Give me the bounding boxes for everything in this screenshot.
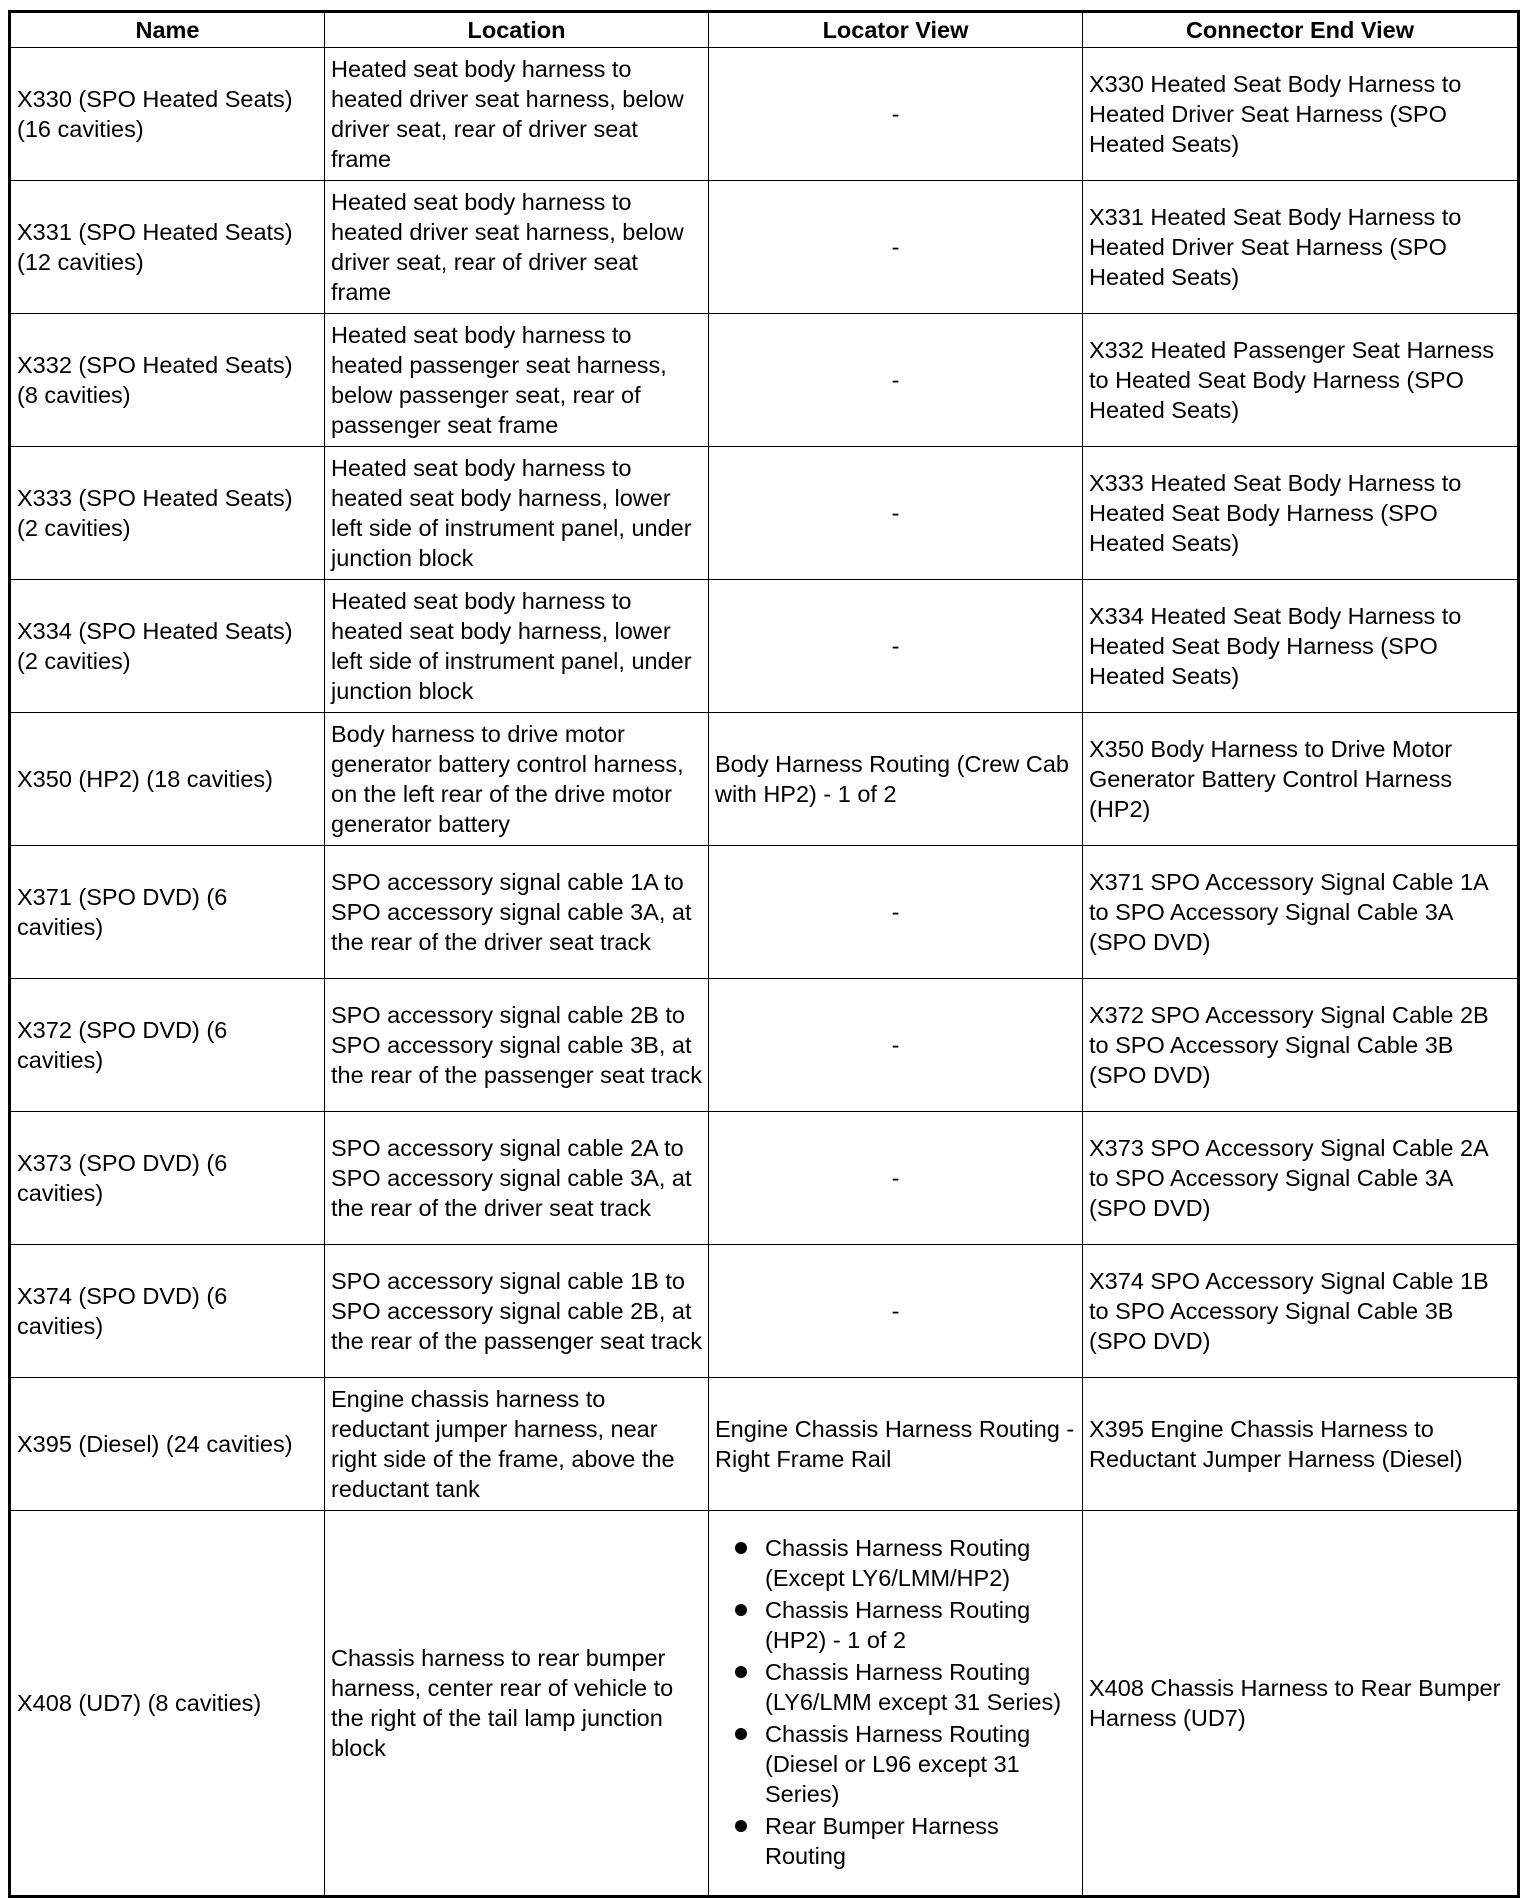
cell-connector-end-view: X373 SPO Accessory Signal Cable 2A to SPO Accessory Signal Cable 3A (SPO DVD) bbox=[1083, 1112, 1519, 1245]
locator-link-text: Chassis Harness Routing (HP2) - 1 of 2 bbox=[765, 1597, 1031, 1653]
table-row bbox=[10, 48, 1519, 181]
cell-connector-end-view: X331 Heated Seat Body Harness to Heated Driver Seat Harness (SPO Heated Seats) bbox=[1083, 181, 1519, 314]
cell-location: SPO accessory signal cable 1B to SPO accessory signal cable 2B, at the rear of the passenger seat track bbox=[325, 1245, 709, 1378]
list-item bbox=[765, 1595, 1076, 1655]
cell-locator-view: - bbox=[709, 181, 1083, 314]
cell-connector-end-view: X350 Body Harness to Drive Motor Generator Battery Control Harness (HP2) bbox=[1083, 713, 1519, 846]
header-connector-end-view: Connector End View bbox=[1083, 12, 1519, 48]
locator-link-text: Chassis Harness Routing (LY6/LMM except 31 Series) bbox=[765, 1659, 1062, 1715]
header-location: Location bbox=[325, 12, 709, 48]
cell-locator-view: - bbox=[709, 447, 1083, 580]
list-item bbox=[765, 1533, 1076, 1593]
cell-location: Heated seat body harness to heated seat body harness, lower left side of instrument panel, under junction block bbox=[325, 447, 709, 580]
cell-location: Chassis harness to rear bumper harness, center rear of vehicle to the right of the tail lamp junction block bbox=[325, 1511, 709, 1897]
cell-location: Engine chassis harness to reductant jumper harness, near right side of the frame, above the reductant tank bbox=[325, 1378, 709, 1511]
table-header-row bbox=[10, 12, 1519, 48]
cell-locator-view: - bbox=[709, 48, 1083, 181]
cell-locator-view: - bbox=[709, 979, 1083, 1112]
cell-connector-end-view: X408 Chassis Harness to Rear Bumper Harness (UD7) bbox=[1083, 1511, 1519, 1897]
cell-connector-end-view: X395 Engine Chassis Harness to Reductant Jumper Harness (Diesel) bbox=[1083, 1378, 1519, 1511]
cell-name: X374 (SPO DVD) (6 cavities) bbox=[10, 1245, 325, 1378]
locator-view-list bbox=[715, 1533, 1076, 1871]
cell-connector-end-view: X330 Heated Seat Body Harness to Heated Driver Seat Harness (SPO Heated Seats) bbox=[1083, 48, 1519, 181]
cell-connector-end-view: X333 Heated Seat Body Harness to Heated Seat Body Harness (SPO Heated Seats) bbox=[1083, 447, 1519, 580]
cell-name: X372 (SPO DVD) (6 cavities) bbox=[10, 979, 325, 1112]
cell-locator-view: - bbox=[709, 846, 1083, 979]
table-row bbox=[10, 1378, 1519, 1511]
table-row bbox=[10, 1245, 1519, 1378]
cell-locator-view: - bbox=[709, 1245, 1083, 1378]
bullet-icon bbox=[735, 1728, 747, 1740]
cell-location: Heated seat body harness to heated driver seat harness, below driver seat, rear of driver seat frame bbox=[325, 181, 709, 314]
cell-location: Heated seat body harness to heated passenger seat harness, below passenger seat, rear of passenger seat frame bbox=[325, 314, 709, 447]
bullet-icon bbox=[735, 1604, 747, 1616]
table-row bbox=[10, 1511, 1519, 1897]
locator-link-text: Chassis Harness Routing (Except LY6/LMM/HP2) bbox=[765, 1535, 1031, 1591]
locator-link-text: Rear Bumper Harness Routing bbox=[765, 1813, 999, 1869]
bullet-icon bbox=[735, 1666, 747, 1678]
bullet-icon bbox=[735, 1542, 747, 1554]
cell-name: X333 (SPO Heated Seats) (2 cavities) bbox=[10, 447, 325, 580]
cell-name: X371 (SPO DVD) (6 cavities) bbox=[10, 846, 325, 979]
cell-connector-end-view: X372 SPO Accessory Signal Cable 2B to SPO Accessory Signal Cable 3B (SPO DVD) bbox=[1083, 979, 1519, 1112]
locator-link-text: Chassis Harness Routing (Diesel or L96 except 31 Series) bbox=[765, 1721, 1031, 1807]
cell-name: X350 (HP2) (18 cavities) bbox=[10, 713, 325, 846]
table-row bbox=[10, 181, 1519, 314]
bullet-icon bbox=[735, 1820, 747, 1832]
cell-name: X334 (SPO Heated Seats) (2 cavities) bbox=[10, 580, 325, 713]
table-row bbox=[10, 846, 1519, 979]
list-item bbox=[765, 1657, 1076, 1717]
cell-connector-end-view: X371 SPO Accessory Signal Cable 1A to SPO Accessory Signal Cable 3A (SPO DVD) bbox=[1083, 846, 1519, 979]
cell-name: X395 (Diesel) (24 cavities) bbox=[10, 1378, 325, 1511]
cell-name: X332 (SPO Heated Seats) (8 cavities) bbox=[10, 314, 325, 447]
cell-locator-view: - bbox=[709, 1112, 1083, 1245]
cell-name: X408 (UD7) (8 cavities) bbox=[10, 1511, 325, 1897]
cell-location: Body harness to drive motor generator battery control harness, on the left rear of the drive motor generator battery bbox=[325, 713, 709, 846]
list-item bbox=[765, 1811, 1076, 1871]
table-row bbox=[10, 314, 1519, 447]
cell-name: X331 (SPO Heated Seats) (12 cavities) bbox=[10, 181, 325, 314]
cell-location: SPO accessory signal cable 2A to SPO accessory signal cable 3A, at the rear of the driver seat track bbox=[325, 1112, 709, 1245]
header-locator-view: Locator View bbox=[709, 12, 1083, 48]
table-row bbox=[10, 1112, 1519, 1245]
cell-location: Heated seat body harness to heated seat body harness, lower left side of instrument panel, under junction block bbox=[325, 580, 709, 713]
cell-connector-end-view: X374 SPO Accessory Signal Cable 1B to SPO Accessory Signal Cable 3B (SPO DVD) bbox=[1083, 1245, 1519, 1378]
cell-locator-view: Engine Chassis Harness Routing - Right Frame Rail bbox=[709, 1378, 1083, 1511]
cell-location: SPO accessory signal cable 1A to SPO accessory signal cable 3A, at the rear of the driver seat track bbox=[325, 846, 709, 979]
cell-locator-view bbox=[709, 1511, 1083, 1897]
table-row bbox=[10, 979, 1519, 1112]
cell-location: Heated seat body harness to heated driver seat harness, below driver seat, rear of driver seat frame bbox=[325, 48, 709, 181]
header-name: Name bbox=[10, 12, 325, 48]
table-row bbox=[10, 580, 1519, 713]
connector-table-page bbox=[8, 10, 1517, 1898]
list-item bbox=[765, 1719, 1076, 1809]
connector-table bbox=[8, 10, 1520, 1898]
table-row bbox=[10, 447, 1519, 580]
cell-locator-view: Body Harness Routing (Crew Cab with HP2) - 1 of 2 bbox=[709, 713, 1083, 846]
cell-locator-view: - bbox=[709, 580, 1083, 713]
cell-locator-view: - bbox=[709, 314, 1083, 447]
cell-location: SPO accessory signal cable 2B to SPO accessory signal cable 3B, at the rear of the passenger seat track bbox=[325, 979, 709, 1112]
table-row bbox=[10, 713, 1519, 846]
cell-connector-end-view: X332 Heated Passenger Seat Harness to Heated Seat Body Harness (SPO Heated Seats) bbox=[1083, 314, 1519, 447]
cell-name: X330 (SPO Heated Seats) (16 cavities) bbox=[10, 48, 325, 181]
cell-connector-end-view: X334 Heated Seat Body Harness to Heated Seat Body Harness (SPO Heated Seats) bbox=[1083, 580, 1519, 713]
cell-name: X373 (SPO DVD) (6 cavities) bbox=[10, 1112, 325, 1245]
